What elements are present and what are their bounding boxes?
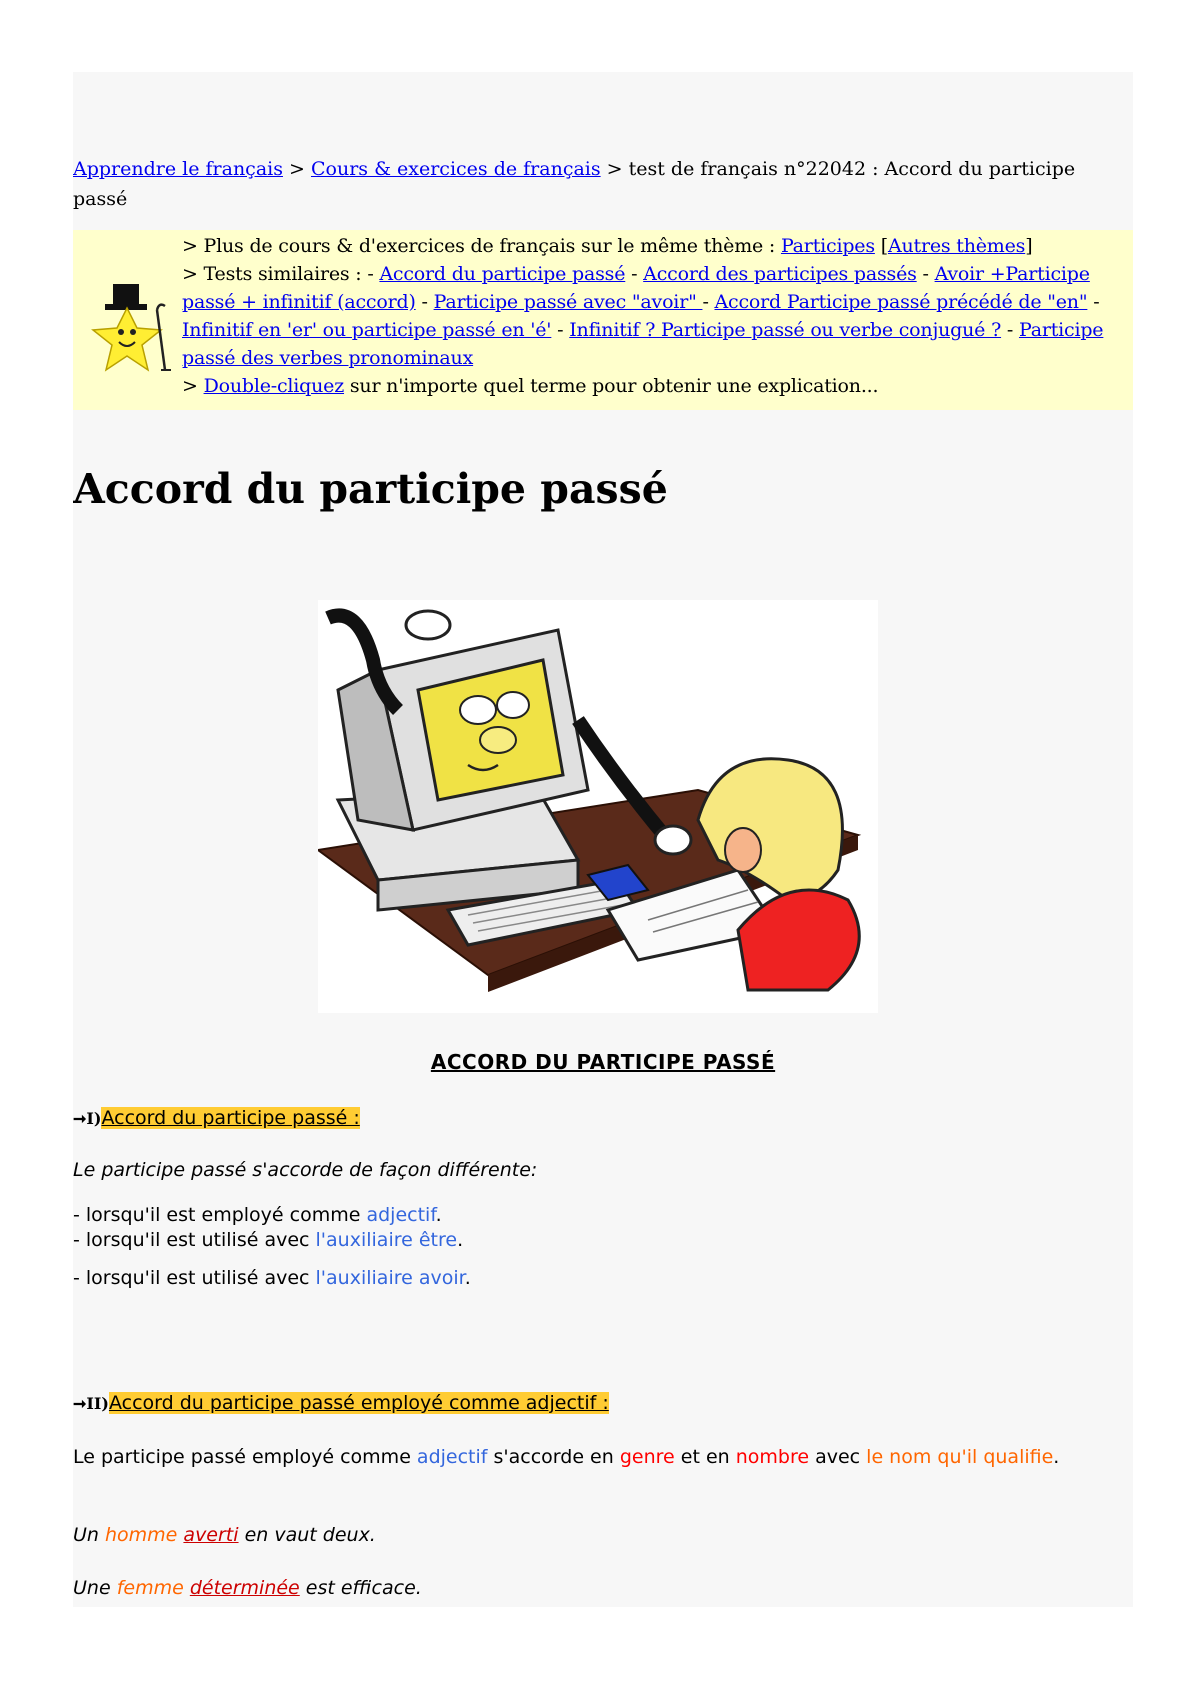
text: avec xyxy=(809,1446,867,1468)
breadcrumb xyxy=(73,154,1113,214)
text: Le participe passé employé comme xyxy=(73,1446,417,1468)
separator: - xyxy=(551,319,570,341)
rule-paragraph xyxy=(73,1445,1113,1470)
text: Une xyxy=(73,1577,117,1599)
breadcrumb-separator: > xyxy=(282,158,311,180)
text: est efficace. xyxy=(299,1577,422,1599)
page-title: Accord du participe passé xyxy=(73,465,668,513)
punct: . xyxy=(1053,1446,1060,1468)
content-heading: ACCORD DU PARTICIPE PASSÉ xyxy=(430,1050,776,1074)
info-label: > Tests similaires : - xyxy=(182,263,380,285)
info-label: > Plus de cours & d'exercices de français sur le même thème : xyxy=(182,235,781,257)
separator: - xyxy=(916,263,935,285)
separator: - xyxy=(415,291,434,313)
bullet-text: - lorsqu'il est employé comme xyxy=(73,1204,367,1226)
bullet-text: - lorsqu'il est utilisé avec xyxy=(73,1267,316,1289)
document-page xyxy=(73,72,1133,1607)
computer-girl-illustration-icon xyxy=(318,600,878,1013)
section-title: Accord du participe passé : xyxy=(101,1107,360,1129)
punct: . xyxy=(435,1204,442,1226)
theme-link-participes[interactable]: Participes xyxy=(780,235,875,257)
example-noun: homme xyxy=(105,1524,178,1546)
bullet-text: - lorsqu'il est utilisé avec xyxy=(73,1229,316,1251)
text: et en xyxy=(674,1446,736,1468)
separator: - xyxy=(625,263,644,285)
term-link[interactable]: l'auxiliaire avoir xyxy=(315,1267,465,1289)
text: Un xyxy=(73,1524,105,1546)
similar-test-link[interactable]: Participe passé des verbes pronominaux xyxy=(182,319,1104,369)
separator: - xyxy=(702,291,715,313)
term-link[interactable]: adjectif xyxy=(366,1204,436,1226)
section-1-intro: Le participe passé s'accorde de façon différente: xyxy=(73,1159,538,1181)
example-1 xyxy=(73,1524,376,1546)
similar-test-link[interactable]: Accord du participe passé xyxy=(379,263,626,285)
section-number: I) xyxy=(86,1109,102,1128)
section-number: II) xyxy=(86,1394,109,1413)
section-title: Accord du participe passé employé comme adjectif : xyxy=(108,1392,609,1414)
double-click-link[interactable]: Double-cliquez xyxy=(203,375,345,397)
bracket: ] xyxy=(1025,235,1033,257)
term-genre: genre xyxy=(619,1446,675,1468)
term-nombre: nombre xyxy=(735,1446,810,1468)
info-line-doubleclick xyxy=(182,372,1127,400)
term-link[interactable]: l'auxiliaire être xyxy=(315,1229,458,1251)
star-mascot-icon xyxy=(85,270,175,380)
similar-test-link[interactable]: Accord des participes passés xyxy=(643,263,917,285)
section-1-heading xyxy=(73,1107,360,1129)
bullet-item xyxy=(73,1204,442,1226)
punct: . xyxy=(464,1267,471,1289)
text: s'accorde en xyxy=(487,1446,620,1468)
separator: - xyxy=(1001,319,1019,341)
similar-test-link[interactable]: Infinitif ? Participe passé ou verbe conjugué ? xyxy=(569,319,1002,341)
similar-test-link[interactable]: Avoir +Participe passé + infinitif (accord) xyxy=(182,263,1090,313)
term-le-nom: le nom qu'il qualifie xyxy=(866,1446,1054,1468)
related-info-box xyxy=(73,230,1133,410)
similar-test-link[interactable]: Accord Participe passé précédé de "en" xyxy=(714,291,1088,313)
other-themes-link[interactable]: Autres thèmes xyxy=(887,235,1026,257)
info-text: sur n'importe quel terme pour obtenir une explication... xyxy=(344,375,879,397)
example-participle: déterminée xyxy=(189,1577,300,1599)
term-link[interactable]: adjectif xyxy=(416,1446,488,1468)
section-2-heading xyxy=(73,1392,609,1414)
breadcrumb-link-apprendre[interactable]: Apprendre le français xyxy=(73,158,283,180)
example-noun: femme xyxy=(116,1577,184,1599)
text: en vaut deux. xyxy=(238,1524,376,1546)
punct: . xyxy=(457,1229,464,1251)
separator: - xyxy=(1087,291,1100,313)
bracket: [ xyxy=(874,235,888,257)
info-line-themes xyxy=(182,232,1127,260)
example-2 xyxy=(73,1577,422,1599)
similar-test-link[interactable]: Infinitif en 'er' ou participe passé en 'é' xyxy=(182,319,552,341)
similar-test-link[interactable]: Participe passé avec "avoir" xyxy=(433,291,703,313)
breadcrumb-current: > test de français n°22042 : Accord du participe passé xyxy=(73,158,1076,210)
bullet-item xyxy=(73,1229,463,1251)
info-label: > xyxy=(182,375,204,397)
arrow-right-icon: ➞ xyxy=(73,1109,87,1128)
bullet-item xyxy=(73,1267,471,1289)
info-line-similar-tests xyxy=(182,260,1127,372)
breadcrumb-link-cours[interactable]: Cours & exercices de français xyxy=(310,158,601,180)
example-participle: averti xyxy=(183,1524,239,1546)
arrow-right-icon: ➞ xyxy=(73,1394,87,1413)
